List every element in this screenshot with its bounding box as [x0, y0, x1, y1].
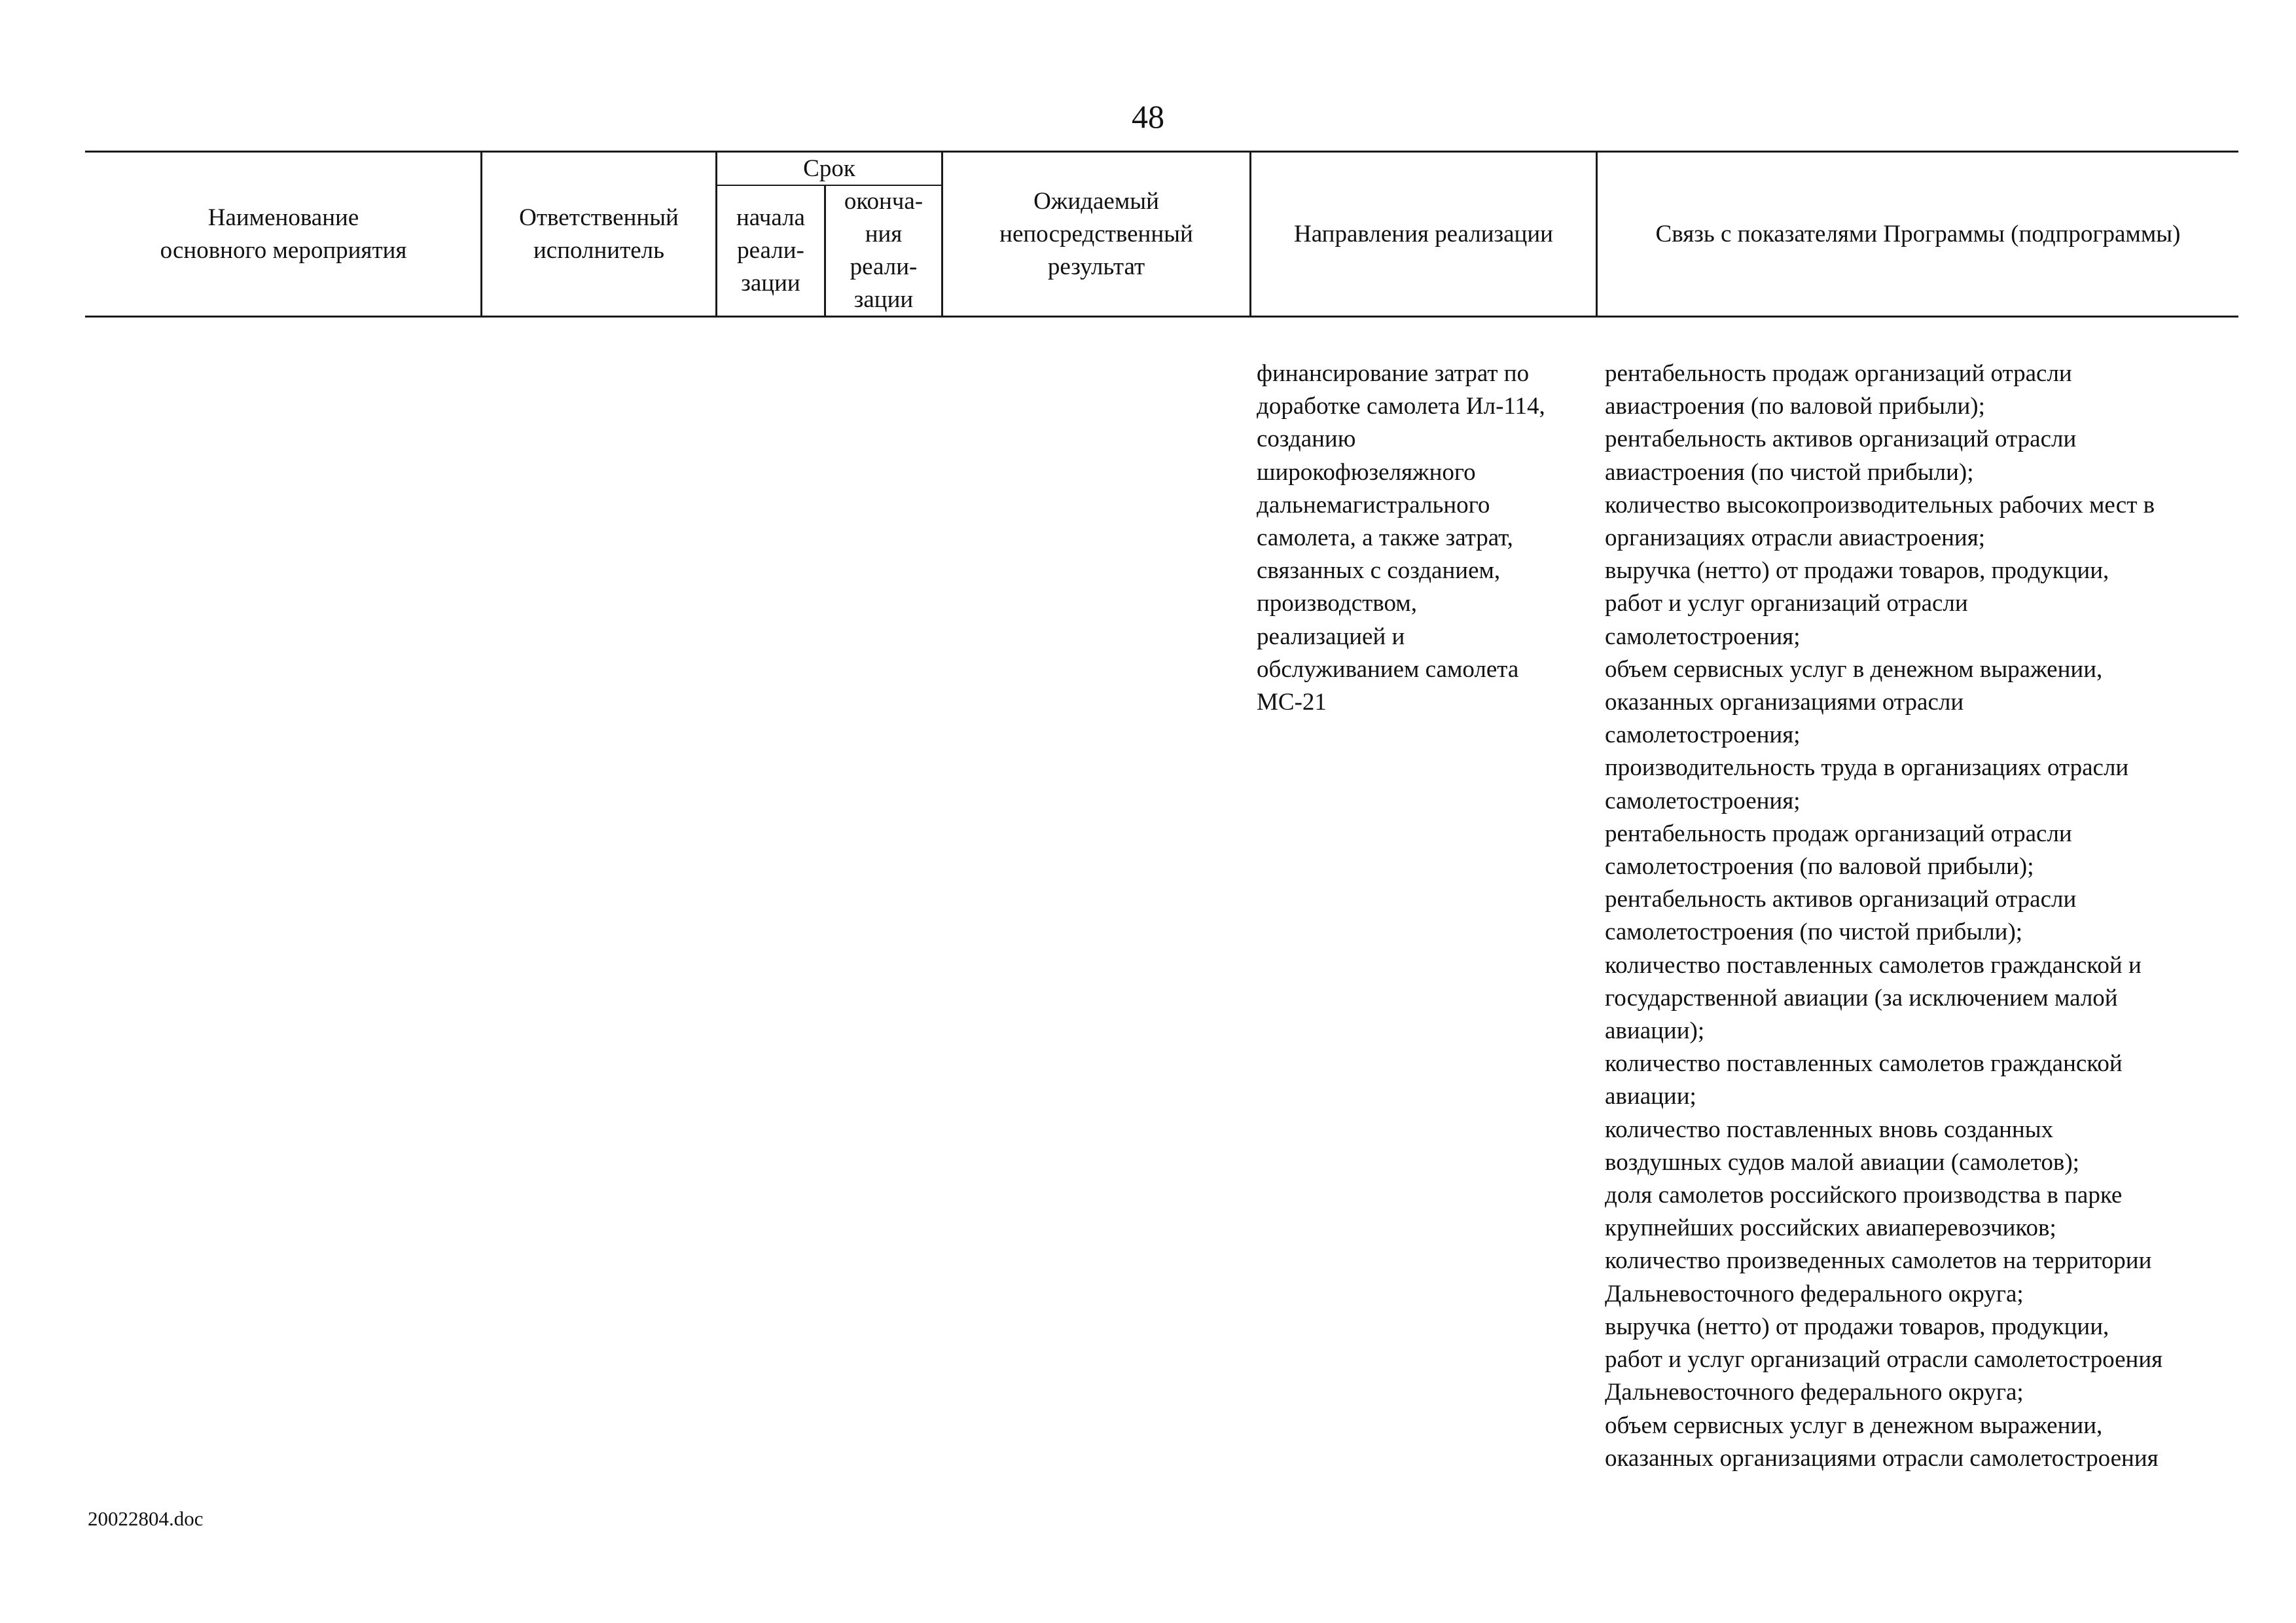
directions-line: МС-21 — [1257, 689, 1327, 716]
program-link-line: оказанных организациями отрасли самолетостроения — [1605, 1444, 2159, 1472]
program-link-line: государственной авиации (за исключением малой — [1605, 984, 2118, 1012]
program-link-line: выручка (нетто) от продажи товаров, продукции, — [1605, 557, 2109, 585]
program-link-line: рентабельность продаж организаций отрасли — [1605, 360, 2072, 387]
directions-line: широкофюзеляжного — [1257, 458, 1476, 486]
directions-line: связанных с созданием, — [1257, 557, 1501, 585]
header-bottom-border — [85, 316, 2238, 318]
program-link-line: воздушных судов малой авиации (самолетов); — [1605, 1148, 2079, 1176]
header-activity-name-line-1: Наименование — [207, 204, 359, 231]
program-link-line: количество высокопроизводительных рабочих мест в — [1605, 491, 2155, 519]
program-link-line: доля самолетов российского производства в парке — [1605, 1182, 2123, 1209]
header-program-link — [1598, 153, 2238, 316]
header-executor-line-1: Ответственный — [519, 204, 679, 231]
header-term-end-line-4: зации — [853, 286, 914, 313]
program-link-line: Дальневосточного федерального округа; — [1605, 1280, 2024, 1307]
directions-line: самолета, а также затрат, — [1257, 524, 1513, 552]
program-link-line: авиации; — [1605, 1083, 1696, 1110]
program-link-line: работ и услуг организаций отрасли — [1605, 590, 1968, 617]
header-expected-result — [943, 153, 1249, 316]
header-activity-name — [88, 153, 479, 316]
program-link-cell — [1605, 357, 2237, 1475]
header-term-end — [826, 186, 941, 316]
header-term-label: Срок — [803, 155, 855, 182]
program-link-line: количество произведенных самолетов на территории — [1605, 1247, 2152, 1275]
directions-line: финансирование затрат по — [1257, 360, 1530, 387]
program-link-line: выручка (нетто) от продажи товаров, продукции, — [1605, 1313, 2109, 1340]
directions-line: реализацией и — [1257, 623, 1405, 650]
program-link-line: самолетостроения; — [1605, 787, 1801, 814]
header-directions-label: Направления реализации — [1294, 221, 1553, 247]
program-link-line: объем сервисных услуг в денежном выражении, — [1605, 1412, 2103, 1439]
program-link-line: количество поставленных вновь созданных — [1605, 1116, 2054, 1143]
header-activity-name-line-2: основного мероприятия — [160, 237, 407, 264]
page-number: 48 — [1132, 98, 1164, 135]
header-directions — [1251, 153, 1596, 316]
header-term-start-line-1: начала — [736, 204, 805, 231]
program-link-line: объем сервисных услуг в денежном выражении, — [1605, 655, 2103, 683]
header-term-end-line-1: оконча- — [844, 188, 924, 215]
header-term — [717, 153, 941, 185]
program-link-line: авиации); — [1605, 1017, 1705, 1045]
header-expected-result-line-2: непосредственный — [999, 221, 1193, 247]
directions-line: дальнемагистрального — [1257, 491, 1490, 519]
header-expected-result-line-1: Ожидаемый — [1033, 188, 1159, 215]
header-term-start — [717, 186, 824, 316]
program-link-line: рентабельность активов организаций отрасли — [1605, 426, 2077, 453]
program-link-line: рентабельность продаж организаций отрасли — [1605, 820, 2072, 847]
program-link-line: Дальневосточного федерального округа; — [1605, 1379, 2024, 1406]
footer-filename: 20022804.doc — [88, 1507, 204, 1530]
program-link-line: количество поставленных самолетов гражданской — [1605, 1050, 2123, 1078]
program-link-line: самолетостроения (по чистой прибыли); — [1605, 919, 2023, 946]
program-link-line: работ и услуг организаций отрасли самолетостроения — [1605, 1346, 2163, 1374]
program-link-line: авиастроения (по чистой прибыли); — [1605, 458, 1974, 486]
header-executor — [483, 153, 715, 316]
program-link-line: количество поставленных самолетов гражданской и — [1605, 951, 2142, 979]
header-term-end-line-3: реали- — [850, 253, 918, 280]
program-link-line: самолетостроения; — [1605, 623, 1801, 650]
program-link-line: крупнейших российских авиаперевозчиков; — [1605, 1214, 2056, 1242]
directions-line: доработке самолета Ил-114, — [1257, 393, 1545, 420]
program-link-line: производительность труда в организациях отрасли — [1605, 754, 2129, 782]
program-link-line: организациях отрасли авиастроения; — [1605, 524, 1986, 552]
header-program-link-label: Связь с показателями Программы (подпрограммы) — [1655, 221, 2181, 247]
directions-line: обслуживанием самолета — [1257, 655, 1519, 683]
directions-line: созданию — [1257, 426, 1356, 453]
column-divider-1 — [480, 152, 482, 317]
directions-cell — [1257, 357, 1594, 719]
header-term-end-line-2: ния — [865, 221, 903, 247]
table-top-border — [85, 151, 2238, 153]
header-executor-line-2: исполнитель — [533, 237, 665, 264]
program-link-line: авиастроения (по валовой прибыли); — [1605, 393, 1985, 420]
header-term-start-line-2: реали- — [737, 237, 804, 264]
program-link-line: самолетостроения (по валовой прибыли); — [1605, 853, 2034, 881]
header-term-start-line-3: зации — [741, 270, 800, 297]
program-link-line: самолетостроения; — [1605, 721, 1801, 749]
program-link-line: оказанных организациями отрасли — [1605, 689, 1964, 716]
program-link-line: рентабельность активов организаций отрасли — [1605, 886, 2077, 913]
header-expected-result-line-3: результат — [1047, 253, 1145, 280]
directions-line: производством, — [1257, 590, 1417, 617]
